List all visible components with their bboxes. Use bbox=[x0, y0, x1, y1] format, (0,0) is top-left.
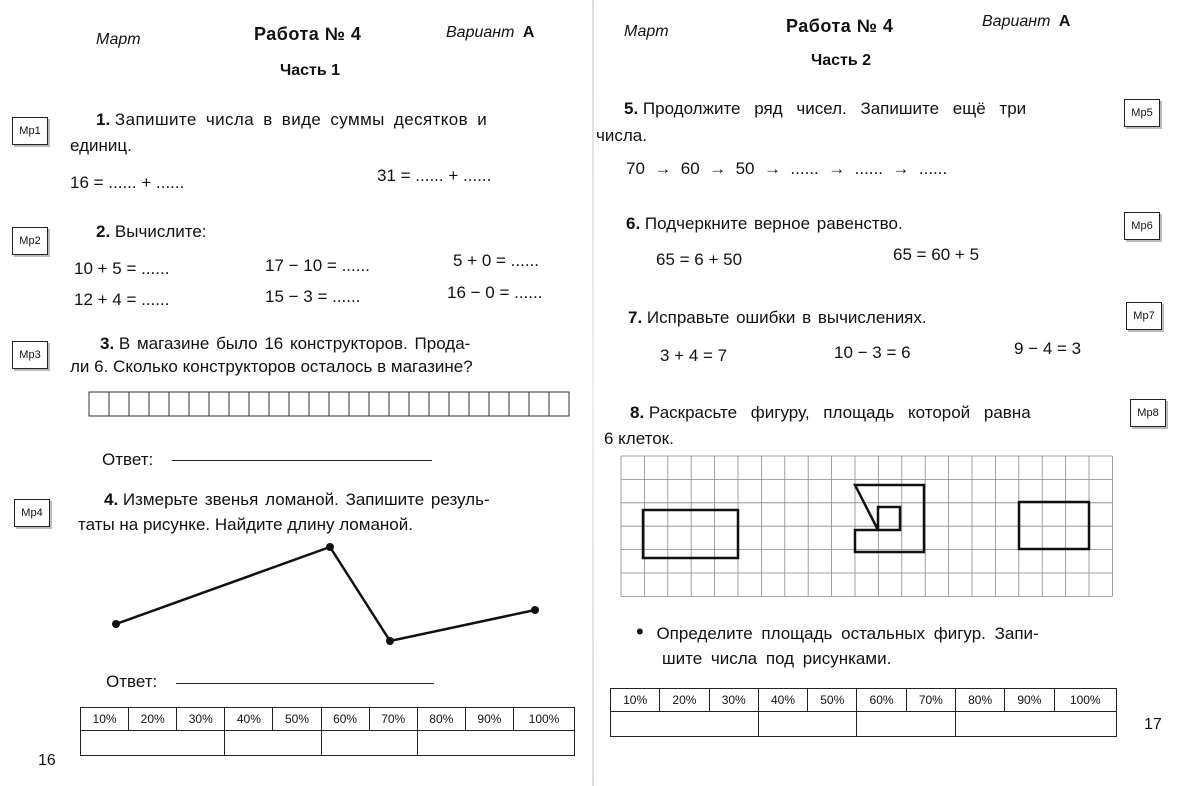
vertex-1 bbox=[112, 620, 120, 628]
task2-heading bbox=[96, 220, 207, 244]
pct-cell: 10% bbox=[611, 689, 660, 712]
right-percent-table bbox=[610, 688, 1117, 737]
task5-text: Продолжите ряд чисел. Запишите ещё три bbox=[642, 99, 1027, 118]
task2-expr-4: 12 + 4 = ...... bbox=[74, 290, 170, 309]
pct-cell: 60% bbox=[857, 689, 906, 712]
task3-answer-grid[interactable] bbox=[88, 390, 570, 418]
left-variant bbox=[446, 24, 534, 42]
pct-cell: 90% bbox=[465, 708, 513, 731]
vertex-2 bbox=[326, 543, 334, 551]
task1-text: Запишите числа в виде суммы десятков и bbox=[114, 110, 488, 129]
score-cell[interactable] bbox=[225, 731, 321, 756]
task3-answer-label: Ответ: bbox=[102, 450, 154, 469]
task7-equation-1: 3 + 4 = 7 bbox=[660, 346, 728, 365]
task8-bullet-text: Определите площадь остальных фигур. Запи- bbox=[656, 624, 1039, 643]
task5-sequence: 70 → 60 → 50 → ...... → ...... → ...... bbox=[626, 159, 948, 178]
score-cell[interactable] bbox=[857, 712, 956, 737]
pct-cell: 60% bbox=[321, 708, 369, 731]
badge-mr3: Мр3 bbox=[12, 341, 48, 369]
task2-expr-6: 16 − 0 = ...... bbox=[447, 283, 543, 302]
right-page-number: 17 bbox=[1144, 716, 1162, 733]
left-page-number: 16 bbox=[38, 752, 56, 769]
figure-rectangle-right[interactable] bbox=[1019, 502, 1089, 549]
badge-mr2: Мр2 bbox=[12, 227, 48, 255]
left-part-title: Часть 1 bbox=[280, 62, 341, 79]
right-variant-letter: А bbox=[1058, 13, 1071, 30]
right-work-title: Работа № 4 bbox=[786, 16, 894, 36]
task1-expr-a: 16 = ...... + ...... bbox=[70, 173, 185, 192]
task4-answer-label: Ответ: bbox=[106, 672, 158, 691]
task8-line2: 6 клеток. bbox=[604, 429, 674, 448]
task1-number: 1. bbox=[96, 110, 111, 129]
task4-line1 bbox=[104, 488, 490, 512]
task1-expr-b: 31 = ...... + ...... bbox=[377, 166, 492, 185]
right-month: Март bbox=[624, 23, 669, 40]
left-work-title: Работа № 4 bbox=[254, 24, 362, 44]
task8-bullet bbox=[636, 619, 1039, 646]
pct-cell: 70% bbox=[906, 689, 955, 712]
task3-line1 bbox=[100, 332, 470, 356]
task6-text: Подчеркните верное равенство. bbox=[644, 214, 903, 233]
task7-number: 7. bbox=[628, 308, 643, 327]
pct-cell: 30% bbox=[177, 708, 225, 731]
task6-heading bbox=[626, 212, 903, 236]
badge-mr4: Мр4 bbox=[14, 499, 50, 527]
pct-cell: 80% bbox=[417, 708, 465, 731]
pct-cell: 80% bbox=[955, 689, 1004, 712]
task5-number: 5. bbox=[624, 99, 639, 118]
task3-line2: ли 6. Сколько конструкторов осталось в магазине? bbox=[70, 357, 473, 376]
badge-mr8: Мр8 bbox=[1130, 399, 1166, 427]
task7-equation-2: 10 − 3 = 6 bbox=[834, 343, 911, 362]
figure-c-shape[interactable] bbox=[855, 485, 924, 552]
badge-mr5: Мр5 bbox=[1124, 99, 1160, 127]
score-cell[interactable] bbox=[955, 712, 1116, 737]
task2-expr-2: 17 − 10 = ...... bbox=[265, 256, 370, 275]
task4-answer-line[interactable] bbox=[176, 683, 434, 684]
pct-cell: 50% bbox=[808, 689, 857, 712]
left-variant-label: Вариант bbox=[446, 24, 515, 41]
figure-rectangle-left[interactable] bbox=[643, 510, 738, 558]
right-variant-label: Вариант bbox=[982, 13, 1051, 30]
right-variant bbox=[982, 13, 1070, 31]
task8-line1 bbox=[630, 401, 1031, 425]
task4-text: Измерьте звенья ломаной. Запишите резуль- bbox=[122, 490, 490, 509]
pct-cell: 50% bbox=[273, 708, 321, 731]
task6-equation-b[interactable]: 65 = 60 + 5 bbox=[893, 245, 980, 264]
task2-number: 2. bbox=[96, 222, 111, 241]
task7-heading bbox=[628, 306, 927, 330]
task1-line1 bbox=[70, 108, 487, 132]
task7-text: Исправьте ошибки в вычислениях. bbox=[646, 308, 927, 327]
task5-line2: числа. bbox=[596, 126, 647, 145]
pct-cell: 90% bbox=[1005, 689, 1054, 712]
task2-expr-3: 5 + 0 = ...... bbox=[453, 251, 539, 270]
vertex-3 bbox=[386, 637, 394, 645]
task3-text: В магазине было 16 конструкторов. Прода- bbox=[118, 334, 471, 353]
pct-cell: 20% bbox=[129, 708, 177, 731]
badge-mr1: Мр1 bbox=[12, 117, 48, 145]
task6-number: 6. bbox=[626, 214, 641, 233]
task8-square-grid bbox=[620, 455, 1114, 607]
task4-number: 4. bbox=[104, 490, 119, 509]
broken-line bbox=[116, 547, 535, 641]
task7-equation-3: 9 − 4 = 3 bbox=[1014, 339, 1082, 358]
pct-cell: 10% bbox=[81, 708, 129, 731]
task5-line1 bbox=[624, 97, 1026, 121]
pct-cell: 40% bbox=[225, 708, 273, 731]
score-cell[interactable] bbox=[417, 731, 574, 756]
polyline-figure bbox=[100, 535, 550, 655]
task6-equation-a[interactable]: 65 = 6 + 50 bbox=[656, 250, 743, 269]
task2-expr-1: 10 + 5 = ...... bbox=[74, 259, 170, 278]
vertex-4 bbox=[531, 606, 539, 614]
task8-number: 8. bbox=[630, 403, 645, 422]
pct-cell: 20% bbox=[660, 689, 709, 712]
page-fold bbox=[592, 0, 594, 786]
pct-cell: 30% bbox=[709, 689, 758, 712]
pct-cell: 100% bbox=[513, 708, 574, 731]
badge-mr6: Мр6 bbox=[1124, 212, 1160, 240]
score-cell[interactable] bbox=[611, 712, 759, 737]
left-variant-letter: А bbox=[522, 24, 535, 41]
pct-cell: 40% bbox=[758, 689, 807, 712]
score-cell[interactable] bbox=[81, 731, 225, 756]
left-percent-table bbox=[80, 707, 575, 756]
task3-number: 3. bbox=[100, 334, 115, 353]
task8-text: Раскрасьте фигуру, площадь которой равна bbox=[648, 403, 1031, 422]
pct-cell: 100% bbox=[1054, 689, 1116, 712]
task4-line2: таты на рисунке. Найдите длину ломаной. bbox=[78, 515, 413, 534]
task2-text: Вычислите: bbox=[114, 222, 207, 241]
left-month: Март bbox=[96, 31, 141, 48]
task3-answer-line[interactable] bbox=[172, 460, 432, 461]
task2-expr-5: 15 − 3 = ...... bbox=[265, 287, 361, 306]
task1-line2: единиц. bbox=[70, 136, 132, 155]
score-cell[interactable] bbox=[321, 731, 417, 756]
pct-cell: 70% bbox=[369, 708, 417, 731]
right-part-title: Часть 2 bbox=[811, 52, 872, 69]
badge-mr7: Мр7 bbox=[1126, 302, 1162, 330]
bullet-icon: • bbox=[636, 619, 644, 644]
task8-bullet-line2: шите числа под рисунками. bbox=[662, 649, 892, 668]
score-cell[interactable] bbox=[758, 712, 857, 737]
